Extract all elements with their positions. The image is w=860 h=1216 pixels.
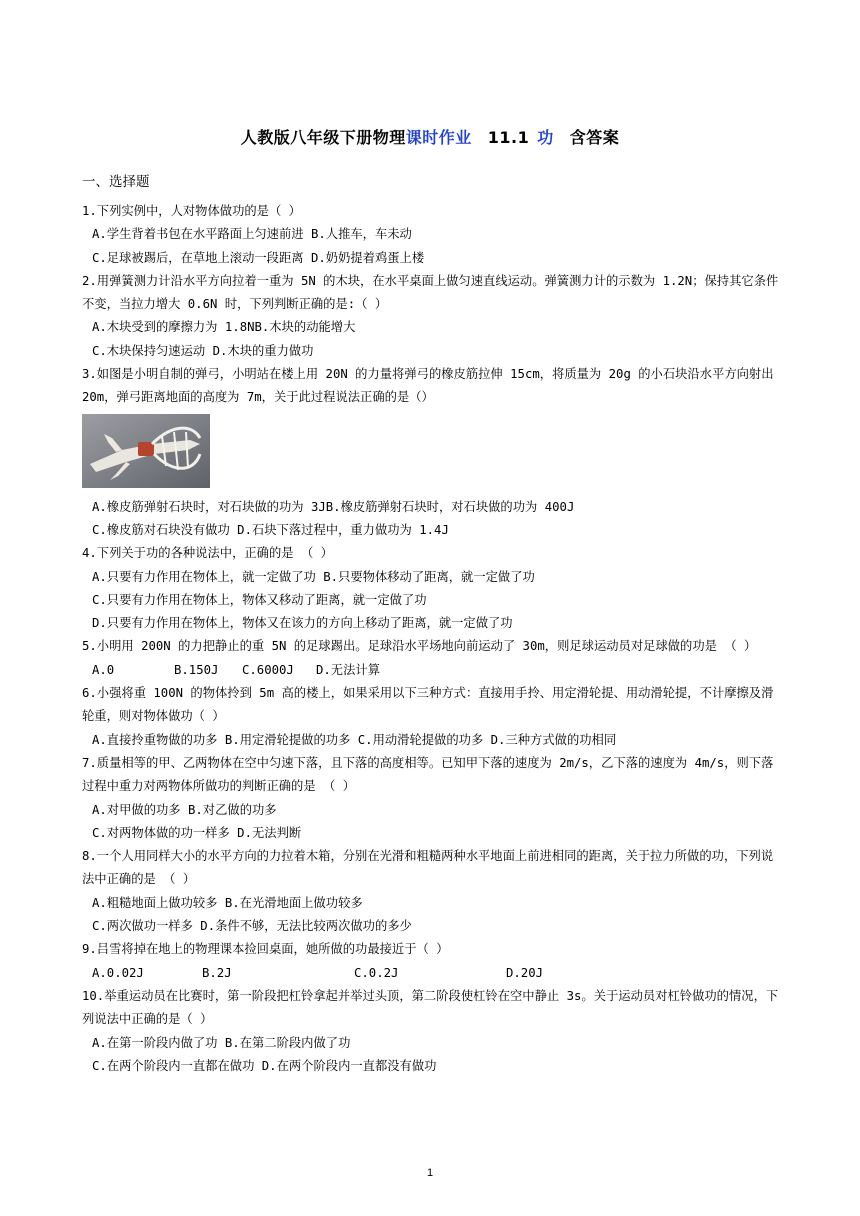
question-9-option-d: D.20J bbox=[506, 965, 544, 980]
question-9-option-b: B.2J bbox=[202, 965, 232, 980]
question-5-option-c: C.6000J bbox=[242, 662, 294, 677]
question-3-options-line-1: A.橡皮筋弹射石块时，对石块做的功为 3JB.橡皮筋弹射石块时，对石块做的功为 400J bbox=[92, 499, 575, 514]
question-4-options-line-1: A.只要有力作用在物体上，就一定做了功 B.只要物体移动了距离，就一定做了功 bbox=[92, 569, 535, 584]
question-3: 3.如图是小明自制的弹弓，小明站在楼上用 20N 的力量将弹弓的橡皮筋拉伸 15cm，将质量为 20g 的小石块沿水平方向射出 20m，弹弓距离地面的高度为 7m，关于此过程说法正确的是（） bbox=[82, 367, 774, 405]
question-1-options-line-1: A.学生背着书包在水平路面上匀速前进 B.人推车，车未动 bbox=[92, 227, 412, 242]
title-part-4: 功 bbox=[537, 128, 554, 147]
question-10: 10.举重运动员在比赛时，第一阶段把杠铃拿起并举过头顶，第二阶段使杠铃在空中静止 3s。关于运动员对杠铃做功的情况，下列说法中正确的是（ ） bbox=[82, 988, 779, 1027]
question-2-options-line-2: C.木块保持匀速运动 D.木块的重力做功 bbox=[92, 343, 314, 358]
section-heading: 一、选择题 bbox=[82, 174, 150, 190]
question-9-option-c: C.0.2J bbox=[354, 965, 399, 980]
title-part-3: 11.1 bbox=[487, 128, 530, 147]
question-3-options-line-2: C.橡皮筋对石块没有做功 D.石块下落过程中，重力做功为 1.4J bbox=[92, 522, 449, 537]
document-title bbox=[0, 125, 860, 148]
question-8: 8.一个人用同样大小的水平方向的力拉着木箱，分别在光滑和粗糙两种水平地面上前进相同的距离，关于拉力所做的功，下列说法中正确的是 （ ） bbox=[82, 849, 774, 887]
question-7-options-line-2: C.对两物体做的功一样多 D.无法判断 bbox=[92, 825, 302, 840]
question-1: 1.下列实例中，人对物体做功的是（ ） bbox=[82, 204, 301, 218]
question-4-options-line-3: D.只要有力作用在物体上，物体又在该力的方向上移动了距离，就一定做了功 bbox=[92, 616, 513, 631]
question-10-options-line-2: C.在两个阶段内一直都在做功 D.在两个阶段内一直都没有做功 bbox=[92, 1058, 437, 1073]
question-8-options-line-2: C.两次做功一样多 D.条件不够，无法比较两次做功的多少 bbox=[92, 919, 412, 934]
question-10-options-line-1: A.在第一阶段内做了功 B.在第二阶段内做了功 bbox=[92, 1035, 351, 1050]
question-7: 7.质量相等的甲、乙两物体在空中匀速下落，且下落的高度相等。已知甲下落的速度为 2m/s，乙下落的速度为 4m/s，则下落过程中重力对两物体所做功的判断正确的是 （ ） bbox=[82, 755, 774, 794]
question-8-options-line-1: A.粗糙地面上做功较多 B.在光滑地面上做功较多 bbox=[92, 895, 363, 910]
page-number: 1 bbox=[426, 1167, 434, 1179]
slingshot-photo bbox=[82, 414, 780, 492]
question-5-option-a: A.0 bbox=[92, 662, 115, 677]
question-1-options-line-2: C.足球被踢后，在草地上滚动一段距离 D.奶奶提着鸡蛋上楼 bbox=[92, 250, 425, 265]
title-part-1: 人教版八年级下册物理 bbox=[240, 128, 406, 147]
question-5-option-b: B.150J bbox=[174, 662, 219, 677]
question-5-options bbox=[82, 659, 780, 682]
title-part-2: 课时作业 bbox=[405, 128, 472, 147]
question-list bbox=[82, 200, 780, 1078]
question-5: 5.小明用 200N 的力把静止的重 5N 的足球踢出。足球沿水平场地向前运动了 30m，则足球运动员对足球做的功是 （ ） bbox=[82, 639, 757, 654]
question-7-options-line-1: A.对甲做的功多 B.对乙做的功多 bbox=[92, 802, 277, 817]
question-9-options bbox=[82, 962, 780, 985]
question-9-option-a: A.0.02J bbox=[92, 965, 144, 980]
question-2: 2.用弹簧测力计沿水平方向拉着一重为 5N 的木块，在水平桌面上做匀速直线运动。弹簧测力计的示数为 1.2N；保持其它条件不变，当拉力增大 0.6N 时，下列判断正确的是:（ ） bbox=[82, 273, 779, 312]
question-5-option-d: D.无法计算 bbox=[316, 662, 380, 677]
question-4: 4.下列关于功的各种说法中，正确的是 （ ） bbox=[82, 546, 333, 561]
question-9: 9.吕雪将掉在地上的物理课本捡回桌面，她所做的功最接近于（ ） bbox=[82, 942, 449, 957]
question-6-options-line-1: A.直接拎重物做的功多 B.用定滑轮提做的功多 C.用动滑轮提做的功多 D.三种方式做的功相同 bbox=[92, 732, 617, 747]
question-4-options-line-2: C.只要有力作用在物体上，物体又移动了距离，就一定做了功 bbox=[92, 592, 427, 607]
question-2-options-line-1: A.木块受到的摩擦力为 1.8NB.木块的动能增大 bbox=[92, 320, 356, 335]
title-part-5: 含答案 bbox=[569, 128, 620, 147]
question-6: 6.小强将重 100N 的物体拎到 5m 高的楼上，如果采用以下三种方式：直接用手拎、用定滑轮提、用动滑轮提，不计摩擦及滑轮重，则对物体做功（ ） bbox=[82, 686, 774, 724]
